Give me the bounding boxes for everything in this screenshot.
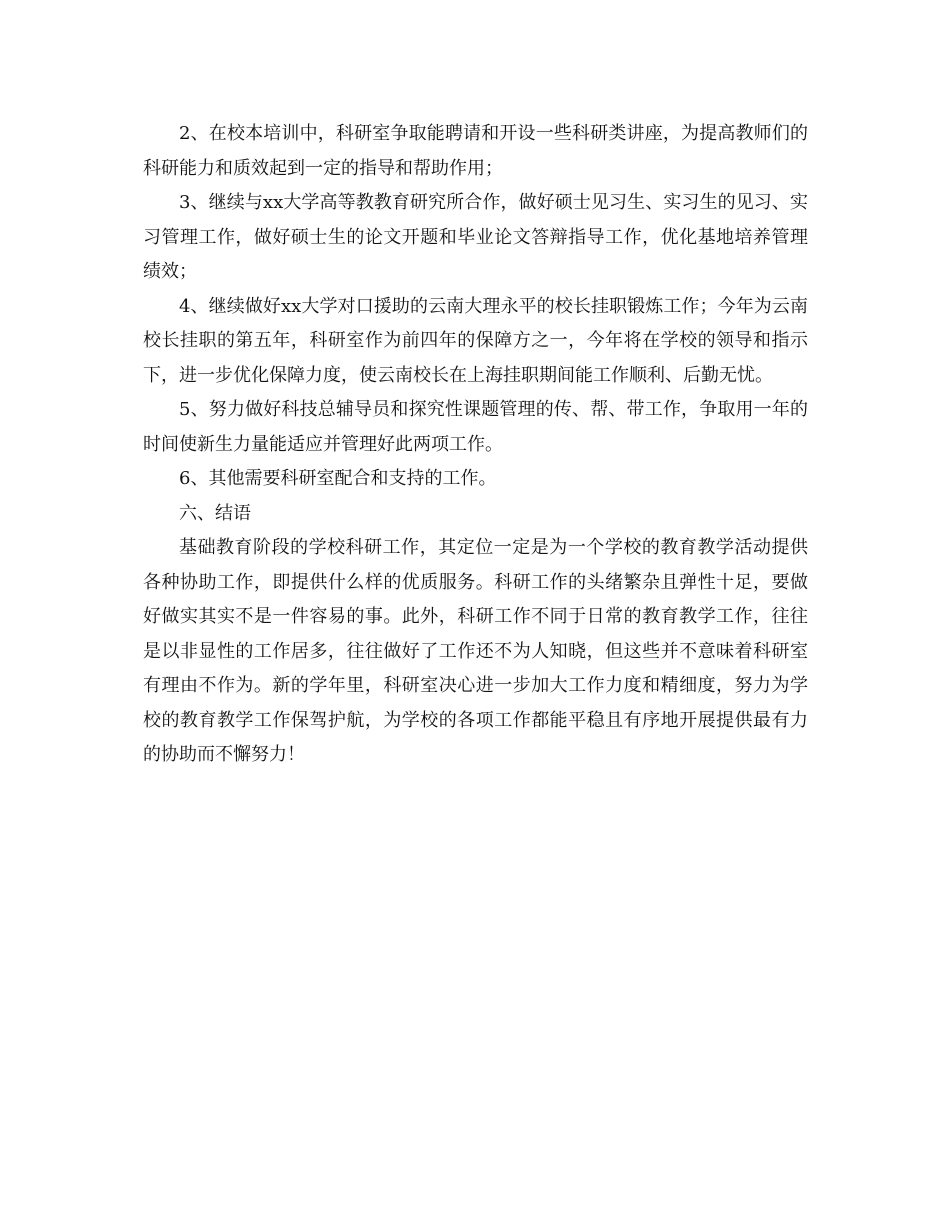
paragraph-item-3: 3、继续与xx大学高等教教育研究所合作，做好硕士见习生、实习生的见习、实习管理工作，做好硕士生的论文开题和毕业论文答辩指导工作，优化基地培养管理绩效；: [143, 192, 808, 282]
paragraph-item-2: 2、在校本培训中，科研室争取能聘请和开设一些科研类讲座，为提高教师们的科研能力和质效起到一定的指导和帮助作用；: [143, 123, 808, 179]
paragraph-item-6: 6、其他需要科研室配合和支持的工作。: [179, 468, 497, 489]
paragraph-item-4: 4、继续做好xx大学对口援助的云南大理永平的校长挂职锻炼工作；今年为云南校长挂职的第五年，科研室作为前四年的保障方之一，今年将在学校的领导和指示下，进一步优化保障力度，使云南校长在上海挂职期间能工作顺利、后勤无忧。: [143, 295, 808, 386]
conclusion-paragraph: 基础教育阶段的学校科研工作，其定位一定是为一个学校的教育教学活动提供各种协助工作，即提供什么样的优质服务。科研工作的头绪繁杂且弹性十足，要做好做实其实不是一件容易的事。此外，科研工作不同于日常的教育教学工作，往往是以非显性的工作居多，往往做好了工作还不为人知晓，但这些并不意味着科研室有理由不作为。新的学年里，科研室决心进一步加大工作力度和精细度，努力为学校的教育教学工作保驾护航，为学校的各项工作都能平稳且有序地开展提供最有力的协助而不懈努力！: [143, 537, 808, 765]
document-page: [143, 117, 808, 773]
paragraph-item-5: 5、努力做好科技总辅导员和探究性课题管理的传、帮、带工作，争取用一年的时间使新生力量能适应并管理好此两项工作。: [143, 399, 808, 455]
section-heading-conclusion: 六、结语: [179, 502, 251, 524]
